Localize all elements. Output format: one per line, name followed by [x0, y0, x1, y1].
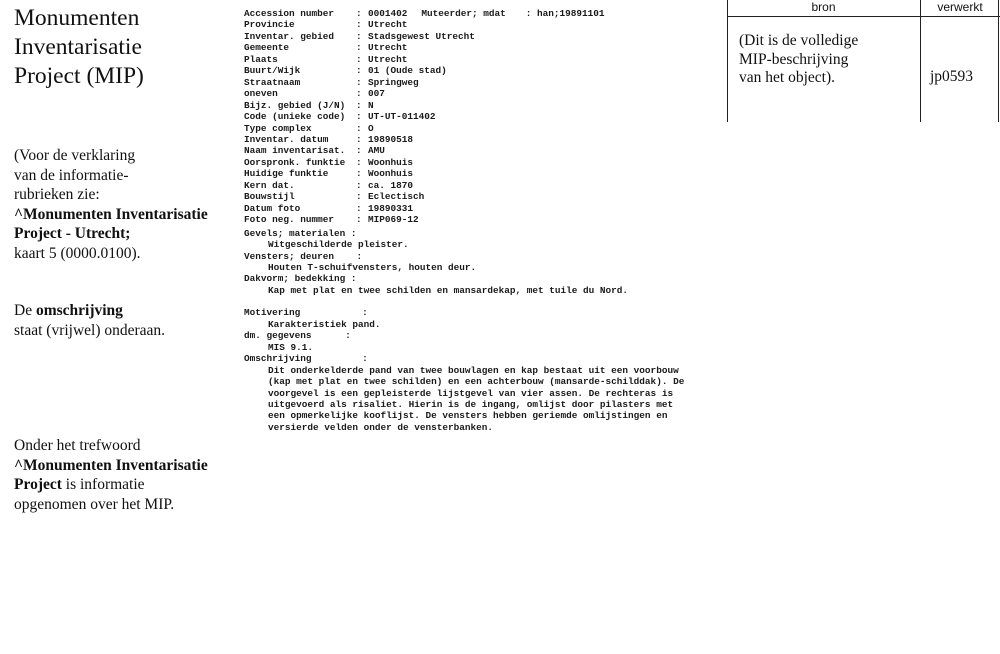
field-label: Provincie [244, 19, 295, 31]
omschrijving-line: Dit onderkelderde pand van twee bouwlagen en kap bestaat uit een voorbouw [268, 364, 679, 376]
field-label: Kern dat. [244, 179, 295, 191]
field-value: 0001402 [368, 8, 408, 19]
field-label: Inventar. datum [244, 133, 329, 145]
field-label: Naam inventarisat. [244, 145, 346, 157]
note-text: rubrieken zie: [14, 186, 100, 203]
section-value: MIS 9.1. [268, 341, 314, 353]
field-label: Datum foto [244, 202, 301, 214]
section-label: Omschrijving : [244, 353, 368, 365]
field-label: Plaats [244, 53, 278, 65]
note-text: opgenomen over het MIP. [14, 495, 175, 513]
keyword-note [14, 436, 229, 514]
field-separator: : [356, 30, 362, 42]
field-value: 01 (Oude stad) [368, 65, 447, 77]
record-field-row [244, 100, 724, 111]
muteerder-value: : han;19891101 [525, 8, 605, 19]
field-label: oneven [244, 88, 278, 100]
record-field-row [244, 134, 724, 145]
record-field-row [244, 214, 724, 225]
record-field-row [244, 203, 724, 214]
field-label: Gemeente [244, 42, 290, 54]
field-value: Utrecht [368, 53, 408, 65]
record-field-row [244, 54, 724, 65]
record-field-row [244, 168, 724, 179]
field-label: Buurt/Wijk [244, 65, 301, 77]
section-label: dm. gegevens : [244, 330, 351, 342]
record-field-row [244, 31, 724, 42]
column-header-verwerkt: verwerkt [937, 0, 983, 14]
field-label: Bijz. gebied (J/N) [244, 99, 346, 111]
omschrijving-line: (kap met plat en twee schilden) en een achterbouw (mansarde-schilddak). De [268, 376, 685, 388]
record-field-row [244, 180, 724, 191]
field-label: Type complex [244, 122, 312, 134]
field-separator: : [356, 122, 362, 134]
field-label: Bouwstijl [244, 191, 295, 203]
field-label: Accession number [244, 8, 335, 19]
cross-reference-link[interactable]: ^Monumenten Inventarisatie [14, 456, 208, 474]
omschrijving-line: een opmerkelijke kooflijst. De vensters hebben geriemde omlijstingen en [268, 410, 668, 422]
omschrijving-line: voorgevel is een gepleisterde lijstgevel van vier assen. De rechteras is [268, 387, 674, 399]
record-field-row [244, 123, 724, 134]
field-value: 19890518 [368, 133, 414, 145]
page-title [14, 4, 229, 91]
omschrijving-section [244, 353, 724, 433]
field-separator: : [356, 179, 362, 191]
section-value: Witgeschilderde pleister. [268, 239, 409, 251]
field-label: Foto neg. nummer [244, 214, 335, 226]
record-field-row [244, 88, 724, 99]
vensters-section [244, 251, 724, 274]
field-separator: : [356, 65, 362, 77]
field-label: Code (unieke code) [244, 111, 346, 123]
cross-reference-link[interactable]: Project [14, 476, 62, 493]
title-line-3: Project (MIP) [14, 63, 144, 89]
dakvorm-section [244, 273, 724, 296]
column-header-bron: bron [811, 0, 836, 14]
dm-section [244, 330, 724, 353]
note-text: De [14, 302, 36, 319]
field-separator: : [356, 214, 362, 226]
record-field-row [244, 8, 724, 19]
field-separator: : [356, 145, 362, 157]
section-label: Dakvorm; bedekking : [244, 273, 357, 285]
field-value: Utrecht [368, 19, 408, 31]
field-separator: : [356, 99, 362, 111]
field-label: Straatnaam [244, 76, 301, 88]
section-value: Kap met plat en twee schilden en mansardekap, met tuile du Nord. [268, 284, 629, 296]
source-table [727, 0, 1000, 122]
omschrijving-line: uitgevoerd als risaliet. Hierin is de ingang, omlijst door pilasters met [268, 398, 674, 410]
section-value: Karakteristiek pand. [268, 318, 381, 330]
field-value: N [368, 99, 374, 111]
field-separator: : [356, 202, 362, 214]
record-field-row [244, 157, 724, 168]
record-field-row [244, 145, 724, 156]
field-value: 19890331 [368, 202, 414, 214]
field-value: O [368, 122, 374, 134]
section-label: Motivering : [244, 307, 368, 319]
section-label: Vensters; deuren : [244, 250, 363, 262]
record-field-row [244, 19, 724, 30]
field-value: AMU [368, 145, 385, 157]
note-text: (Voor de verklaring [14, 147, 136, 164]
inventory-record [244, 8, 724, 433]
field-separator: : [356, 76, 362, 88]
field-separator: : [356, 8, 362, 19]
field-label: Inventar. gebied [244, 30, 335, 42]
description-line: MIP-beschrijving [739, 50, 849, 68]
field-separator: : [356, 133, 362, 145]
record-field-row [244, 111, 724, 122]
record-fields [244, 8, 724, 226]
field-value: ca. 1870 [368, 179, 414, 191]
field-separator: : [356, 156, 362, 168]
note-text: is informatie [61, 476, 145, 493]
record-field-row [244, 191, 724, 202]
field-value: Utrecht [368, 42, 408, 54]
motivering-section [244, 307, 724, 330]
field-label: Huidige funktie [244, 168, 329, 180]
field-separator: : [356, 168, 362, 180]
field-value: UT-UT-011402 [368, 111, 436, 123]
field-value: Eclectisch [368, 191, 425, 203]
omschrijving-line: versierde velden onder de vensterbanken. [268, 421, 494, 433]
section-value: Houten T-schuifvensters, houten deur. [268, 261, 477, 273]
record-field-row [244, 77, 724, 88]
table-divider [920, 0, 921, 122]
note-text: van de informatie- [14, 166, 129, 184]
field-separator: : [356, 191, 362, 203]
source-description [739, 32, 919, 88]
field-value: Stadsgewest Utrecht [368, 30, 475, 42]
field-separator: : [356, 19, 362, 31]
field-value: MIP069-12 [368, 214, 419, 226]
record-field-row [244, 42, 724, 53]
verwerkt-code: jp0593 [930, 68, 974, 85]
muteerder-label: Muteerder; mdat [421, 8, 506, 19]
note-text: kaart 5 (0000.0100). [14, 244, 141, 262]
gevels-section [244, 228, 724, 251]
note-text: staat (vrijwel) onderaan. [14, 321, 166, 339]
field-value: Woonhuis [368, 156, 414, 168]
field-label: Oorspronk. funktie [244, 156, 346, 168]
description-note [14, 301, 229, 340]
table-divider [998, 0, 999, 122]
section-label: Gevels; materialen : [244, 227, 357, 239]
field-separator: : [356, 53, 362, 65]
field-separator: : [356, 111, 362, 123]
reference-note [14, 146, 229, 263]
field-separator: : [356, 88, 362, 100]
title-line-1: Monumenten [14, 5, 140, 31]
title-line-2: Inventarisatie [14, 34, 142, 60]
note-keyword: omschrijving [35, 302, 123, 319]
field-value: 007 [368, 88, 385, 100]
field-value: Woonhuis [368, 168, 414, 180]
note-text: Onder het trefwoord [14, 437, 141, 454]
record-field-row [244, 65, 724, 76]
field-value: Springweg [368, 76, 419, 88]
description-line: van het object). [739, 69, 835, 86]
field-separator: : [356, 42, 362, 54]
left-column [14, 4, 229, 91]
description-line: (Dit is de volledige [739, 32, 859, 49]
cross-reference-link[interactable]: Project - Utrecht; [14, 225, 131, 242]
table-divider [727, 0, 728, 122]
cross-reference-link[interactable]: ^Monumenten Inventarisatie [14, 205, 208, 223]
